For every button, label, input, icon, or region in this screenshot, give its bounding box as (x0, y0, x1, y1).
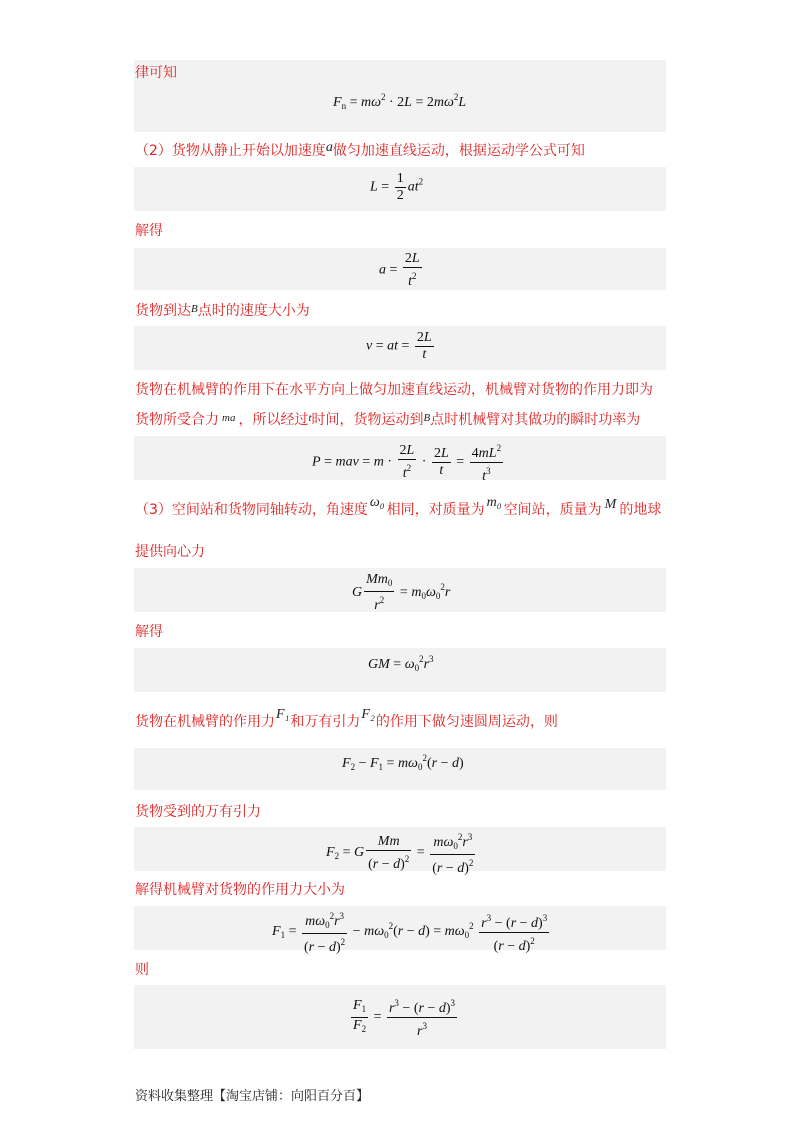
var-M-inline: M (604, 497, 617, 512)
equation-force-ratio: $\frac{F_1}{F_2}$ = $\frac{r^3 - (r - d)^3}{r^3}$ (353, 998, 456, 1039)
var-B-inline: B (423, 412, 431, 424)
equation-power: P = mav = m · $\frac{2L}{t^2}$ · $\frac{2L}{t}$ = $\frac{4mL^2}{t^3}$ (312, 443, 502, 484)
footer-source-note: 资料收集整理【淘宝店铺：向阳百分百】 (135, 1089, 370, 1104)
var-ma-inline: ma (222, 412, 236, 424)
equation-gravitation-centripetal: G $\frac{Mm_0}{r^2}$ = $m_0\omega_0^2r$ (352, 572, 451, 613)
text-line (135, 495, 662, 521)
text-segment: 的地球 (619, 502, 662, 518)
var-a-inline: a (325, 140, 333, 155)
var-F1-inline: F₁ (276, 707, 290, 722)
text-segment: 的作用下做匀速圆周运动，则 (375, 714, 558, 730)
equation-arm-force: $F_1$ = $\frac{m\omega_0^2r^3}{(r - d)^2}$ − $m\omega_0^2(r - d) = m\omega_0^2$ $\frac{r^3 - (r - d)^3}{(r - d)^2}$ (272, 911, 548, 955)
text-segment: 货物所受合力 (135, 412, 219, 428)
equation-net-force: $F_2 - F_1 = m\omega_0^2(r - d)$ (342, 753, 464, 772)
text-segment: 和万有引力 (290, 714, 361, 730)
text-segment: 时间，货物运动到 (311, 412, 424, 428)
var-omega0-inline: ω₀ (369, 495, 385, 510)
equation-centripetal-force: $F_n = m\omega^2 \cdot 2L = 2m\omega^2L$ (333, 92, 467, 111)
text-line (135, 707, 558, 733)
text-line: 解得机械臂对货物的作用力大小为 (135, 882, 345, 898)
equation-velocity: v = at = $\frac{2L}{t}$ (366, 330, 432, 362)
text-segment: 做匀加速直线运动，根据运动学公式可知 (332, 143, 585, 159)
text-line: 解得 (135, 223, 163, 239)
var-B-inline: B (191, 303, 198, 315)
text-line (135, 301, 310, 322)
text-line: 提供向心力 (135, 544, 205, 560)
equation-gravitational-force: $F_2 = G$ $\frac{Mm}{(r - d)^2}$ = $\frac{m\omega_0^2r^3}{(r - d)^2}$ (326, 832, 474, 876)
equation-displacement: L = $\frac{1}{2}$ $at^2$ (370, 171, 424, 203)
text-segment: ，所以经过 (238, 412, 309, 428)
text-segment: 点时机械臂对其做功的瞬时功率为 (430, 412, 641, 428)
equation-GM: GM = $\omega_0^2r^3$ (368, 654, 434, 673)
text-line: 则 (135, 962, 149, 978)
var-m0-inline: m₀ (486, 495, 502, 510)
text-segment: 空间站，质量为 (503, 502, 602, 518)
text-segment: 货物到达 (135, 303, 191, 319)
text-line (135, 410, 640, 431)
text-line: 解得 (135, 624, 163, 640)
text-segment: （3）空间站和货物同轴转动，角速度 (135, 502, 368, 518)
text-line: 货物在机械臂的作用下在水平方向上做匀加速直线运动，机械臂对货物的作用力即为 (135, 382, 653, 398)
text-segment: 点时的速度大小为 (197, 303, 310, 319)
text-segment: （2）货物从静止开始以加速度 (135, 143, 326, 159)
var-F2-inline: F₂ (361, 707, 375, 722)
var-t-inline: t (308, 412, 312, 424)
text-segment: 相同，对质量为 (386, 502, 485, 518)
text-segment: 货物在机械臂的作用力 (135, 714, 275, 730)
text-line: 货物受到的万有引力 (135, 804, 261, 820)
text-line: 律可知 (135, 65, 177, 81)
text-line (135, 141, 585, 162)
equation-acceleration: a = $\frac{2L}{t^2}$ (379, 251, 420, 289)
